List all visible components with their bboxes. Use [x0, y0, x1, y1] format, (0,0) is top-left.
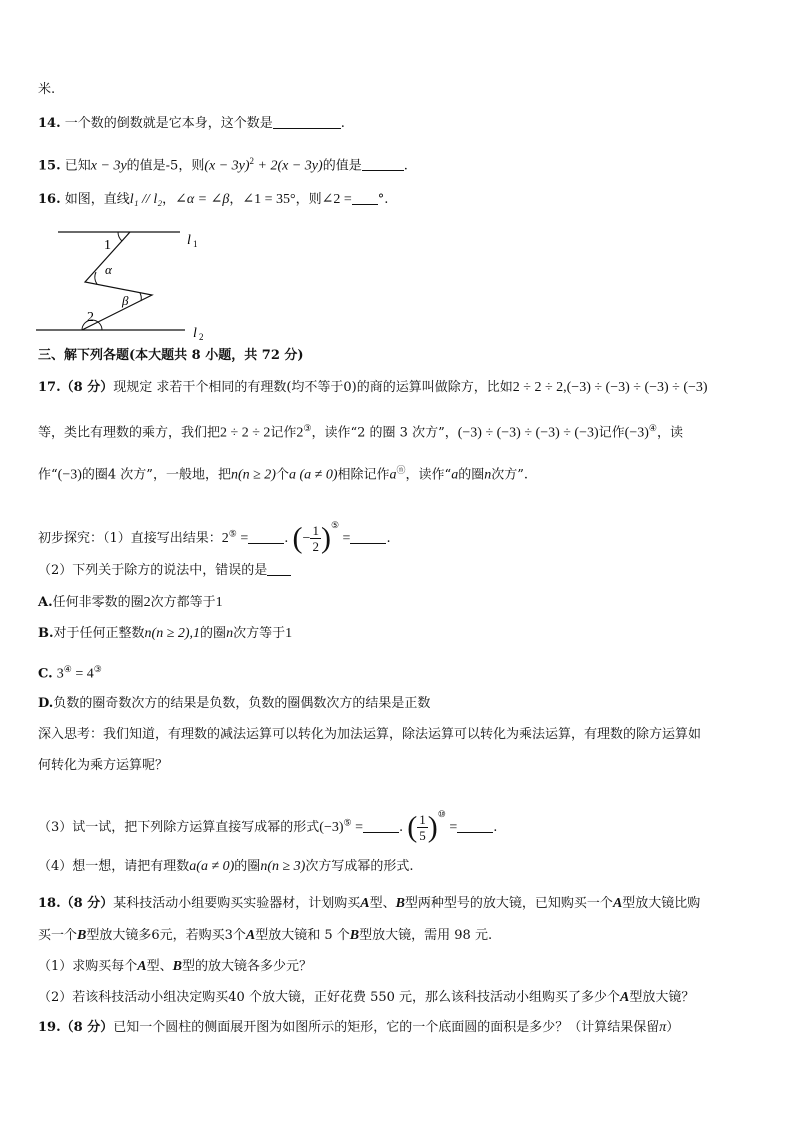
answer-blank[interactable]	[248, 543, 284, 544]
text-part: 型、	[146, 959, 173, 974]
angle-2-label: 2	[87, 310, 94, 325]
text-part: 型放大镜，需用 98 元.	[359, 928, 493, 943]
text-part: （3）试一试，把下列除方运算直接写成幂的形式	[38, 820, 320, 835]
text-part: 等，类比有理数的乘方，我们把	[38, 425, 221, 441]
text-part: 型放大镜？	[629, 990, 695, 1005]
period: .	[399, 820, 404, 835]
text-part: 型两种型号的放大镜，已知购买一个	[404, 896, 613, 911]
text-part: 型放大镜和 5 个	[255, 928, 350, 943]
math-expr: a	[451, 467, 459, 483]
score-label: （8 分）	[60, 896, 114, 911]
math-expr: n	[484, 467, 492, 483]
answer-blank[interactable]	[350, 543, 386, 544]
circle-exponent: ⑤	[228, 529, 237, 540]
q18-part-2	[38, 988, 694, 1008]
math-expr: 2	[143, 595, 151, 610]
degree-period: °.	[377, 192, 389, 207]
q17-line-2	[38, 419, 683, 443]
text-part: 初步探究：（1）直接写出结果：	[38, 531, 222, 546]
text-part: 型放大镜比购	[622, 896, 701, 911]
text-part: 的圈	[200, 626, 227, 641]
text-part: 某科技活动小组要购买实验器材，计划购买	[113, 896, 361, 911]
text-part: 如图，直线	[64, 192, 130, 207]
q17-part-4	[38, 857, 413, 877]
period: .	[284, 531, 289, 546]
answer-blank[interactable]	[363, 832, 399, 833]
text-part: （2）下列关于除方的说法中，错误的是	[38, 563, 268, 578]
q17-line-1	[38, 378, 708, 398]
option-a	[38, 593, 223, 613]
q17-line-3	[38, 461, 528, 485]
question-number: 18.	[38, 896, 61, 911]
text-part: （1）求购买每个	[38, 959, 138, 974]
question-14	[38, 114, 345, 134]
text-part: 的值是-5，则	[126, 158, 205, 174]
q17-part-1	[38, 506, 391, 559]
math-expr: (−3)	[624, 425, 649, 441]
text-part: （4）想一想，请把有理数	[38, 859, 190, 874]
option-d	[38, 694, 430, 714]
text-part: ，读	[656, 425, 683, 441]
math-expr: 2 ÷ 2 ÷ 2	[220, 425, 271, 441]
answer-blank[interactable]	[362, 170, 404, 171]
text-part: ，读作“	[405, 467, 452, 483]
math-expr: (−3)	[319, 820, 344, 835]
question-number: 19.	[38, 1020, 61, 1035]
l1-label: l	[187, 233, 191, 248]
fraction	[310, 523, 321, 554]
math-expr: n	[226, 626, 234, 641]
text-part: 则	[308, 192, 322, 207]
angle-beta-label: β	[122, 293, 129, 308]
text-part: 次方等于	[233, 626, 286, 641]
text-part: 型的放大镜各多少元？	[181, 959, 312, 974]
math-expr: a(a ≠ 0)	[189, 859, 235, 874]
answer-blank[interactable]	[352, 204, 378, 205]
text-part: 型放大镜多6元，若购买3个	[86, 928, 246, 943]
text-part: 对于任何正整数	[53, 626, 145, 641]
question-number: 17.	[38, 380, 61, 395]
text-part: 买一个	[38, 928, 78, 943]
option-label: A.	[38, 595, 53, 610]
circle-exponent: ⑤	[343, 818, 352, 829]
text-part: 作“	[38, 467, 58, 483]
equals: =	[445, 820, 458, 835]
math-expr: x − 3y	[90, 158, 127, 174]
deep-think-line-1: 深入思考：我们知道，有理数的减法运算可以转化为加法运算，除法运算可以转化为乘法运算，有理数的除方运算如	[38, 727, 702, 742]
equals: =	[339, 531, 351, 546]
q18-part-1	[38, 957, 312, 977]
math-expr: n(n ≥ 3)	[260, 859, 306, 874]
math-expr: 2 ÷ 2 ÷ 2,(−3) ÷ (−3) ÷ (−3) ÷ (−3)	[512, 380, 708, 395]
question-15	[38, 151, 408, 176]
type-a: A	[245, 928, 256, 943]
question-19	[38, 1018, 679, 1038]
type-b: B	[395, 896, 405, 911]
option-label: D.	[38, 696, 54, 711]
period: .	[403, 158, 408, 174]
answer-blank[interactable]	[267, 575, 291, 576]
text-part: ，读作“2 的圈 3 次方”，	[311, 425, 458, 441]
text-part: （2）若该科技活动小组决定购买40 个放大镜，正好花费 550 元，那么该科技活动小组购买了多少个	[38, 990, 621, 1005]
angle-alpha-label: α	[105, 262, 112, 277]
circle-exponent: ③	[303, 424, 312, 434]
fraction	[417, 812, 428, 843]
circle-exponent: ⑤	[330, 521, 340, 531]
text-part: 任何非零数的圈	[52, 595, 144, 610]
text-part: 负数的圈奇数次方的结果是负数，负数的圈偶数次方的结果是正数	[53, 696, 431, 711]
math-expr: (x − 3y)	[204, 158, 250, 174]
math-expr: 3	[56, 666, 64, 682]
equals: =	[71, 666, 87, 682]
math-expr: a	[389, 467, 397, 483]
equals: =	[351, 820, 363, 835]
q17-part-2	[38, 561, 291, 581]
minus-sign: −	[302, 531, 311, 546]
period: .	[340, 116, 345, 131]
pi-symbol: π	[659, 1020, 667, 1035]
circle-exponent: ③	[93, 665, 102, 675]
text-part: 型、	[369, 896, 396, 911]
angle-alpha-arc	[95, 272, 97, 284]
type-a: A	[612, 896, 623, 911]
math-expr: 2	[221, 531, 229, 546]
section-title: 三、解下列各题(本大题共 8 小题，共 72 分)	[38, 348, 304, 363]
question-text: 一个数的倒数就是它本身，这个数是	[64, 116, 273, 131]
score-label: （8 分）	[60, 380, 114, 395]
math-expr: + 2(x − 3y)	[254, 158, 323, 174]
text-part: 的圈	[458, 467, 485, 483]
type-b: B	[172, 959, 182, 974]
option-b	[38, 624, 292, 644]
answer-blank[interactable]	[273, 128, 341, 129]
math-expr: l₁ // l₂	[129, 192, 163, 207]
circle-exponent: ⑩	[437, 810, 446, 820]
l2-label: l	[193, 326, 197, 341]
text-part: 个	[275, 467, 289, 483]
question-number: 14.	[38, 116, 61, 131]
period: .	[493, 820, 498, 835]
score-label: （8 分）	[60, 1020, 114, 1035]
text-part: 相除记作	[337, 467, 390, 483]
question-number: 15.	[38, 158, 61, 174]
left-paren: (	[407, 810, 418, 844]
math-expr: n(n ≥ 2),1	[144, 626, 201, 641]
right-paren: )	[427, 810, 438, 844]
text-part: 已知	[64, 158, 91, 174]
text-part: 次方”.	[491, 467, 528, 483]
l1-subscript: 1	[193, 239, 198, 249]
q18-line-2	[38, 926, 492, 946]
text-part: 的圈	[234, 859, 261, 874]
text-part: 的圈4 次方”，一般地，把	[81, 467, 231, 483]
angle-1-label: 1	[104, 238, 111, 253]
text-part: 现规定 求若干个相同的有理数(均不等于0)的商的运算叫做除方，比如	[113, 380, 513, 395]
denominator: 2	[312, 539, 319, 554]
angle1-arc	[118, 232, 122, 241]
type-a: A	[360, 896, 370, 911]
text-part: 次方写成幂的形式.	[305, 859, 414, 874]
answer-blank[interactable]	[457, 832, 493, 833]
type-a: A	[620, 990, 630, 1005]
math-expr: 1	[285, 626, 293, 641]
math-expr: 1	[215, 595, 223, 610]
equals: =	[236, 531, 249, 546]
question-number: 16.	[38, 192, 61, 207]
circle-exponent: ⓝ	[396, 466, 406, 476]
option-c	[38, 660, 102, 684]
q18-line-1	[38, 894, 700, 914]
left-paren: (	[292, 521, 303, 555]
circle-exponent: ④	[63, 665, 72, 675]
circle-exponent: ④	[648, 424, 657, 434]
math-expr: ∠α = ∠β	[175, 192, 230, 207]
text-part: 的值是	[322, 158, 362, 174]
math-expr: ∠1 = 35°	[242, 192, 296, 207]
option-label: C.	[38, 666, 53, 682]
numerator: 1	[419, 812, 426, 827]
type-a: A	[137, 959, 147, 974]
l2-subscript: 2	[199, 332, 204, 342]
question-16: 16. 如图，直线l₁ // l₂，∠α = ∠β，∠1 = 35°，则∠2 = °.	[38, 192, 389, 207]
parallel-lines-figure	[30, 222, 220, 342]
exponent: 2	[249, 156, 255, 166]
math-expr: ∠2 =	[321, 192, 352, 207]
text-part: 记作	[598, 425, 625, 441]
deep-think-line-2: 何转化为乘方运算呢？	[38, 758, 169, 773]
q17-part-3	[38, 795, 497, 848]
type-b: B	[77, 928, 87, 943]
period: .	[386, 531, 391, 546]
text-part: 记作	[270, 425, 297, 441]
text-part: 已知一个圆柱的侧面展开图为如图所示的矩形，它的一个底面圆的面积是多少？（计算结果保留	[113, 1020, 660, 1035]
denominator: 5	[419, 828, 426, 843]
numerator: 1	[312, 523, 319, 538]
type-b: B	[349, 928, 360, 943]
math-expr: (−3)	[57, 467, 82, 483]
math-expr: (−3) ÷ (−3) ÷ (−3) ÷ (−3)	[457, 425, 599, 441]
continuation-text: 米.	[38, 82, 56, 97]
math-expr: a (a ≠ 0)	[288, 467, 338, 483]
option-label: B.	[38, 626, 54, 641]
math-expr: 4	[86, 666, 94, 682]
right-paren: )	[320, 521, 331, 555]
angle-beta-arc	[140, 293, 141, 301]
math-expr: n(n ≥ 2)	[230, 467, 276, 483]
text-part: 次方都等于	[150, 595, 216, 610]
text-part: ）	[666, 1020, 680, 1035]
math-expr: 2	[296, 425, 304, 441]
